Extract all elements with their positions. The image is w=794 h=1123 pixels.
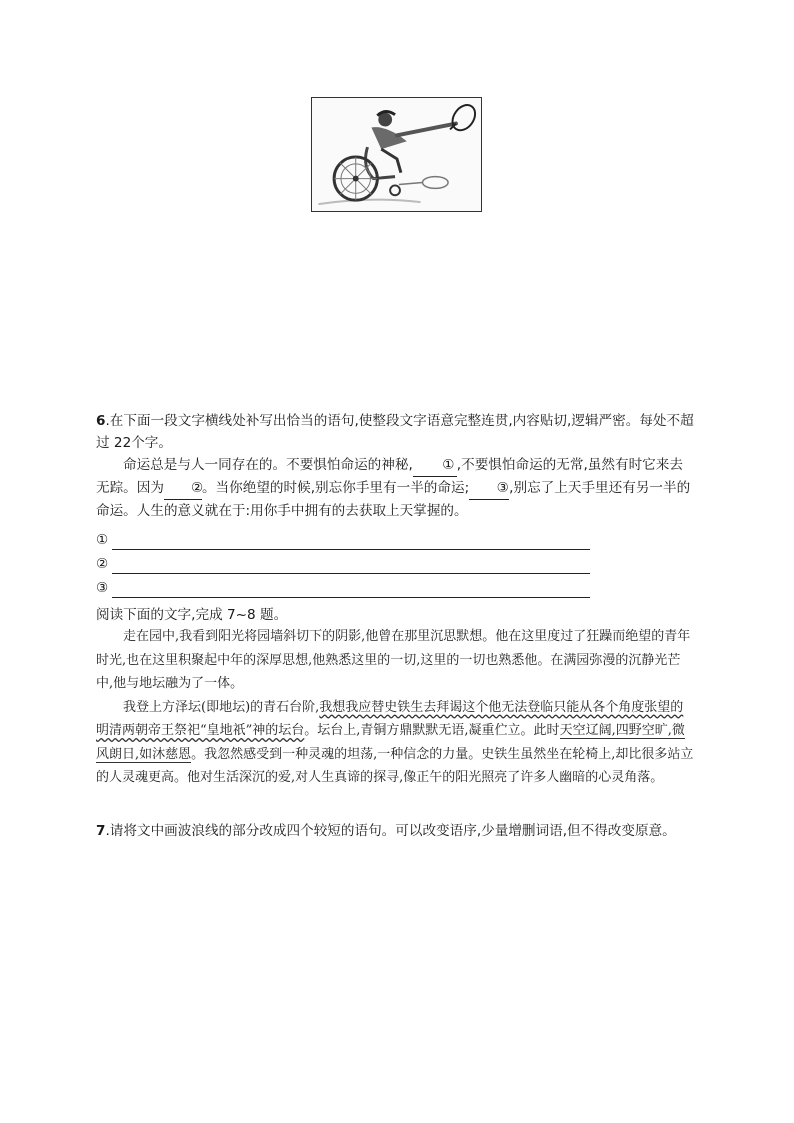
answer-line-2[interactable]: ② bbox=[96, 556, 590, 576]
reading-passage bbox=[96, 625, 696, 790]
blank-3: ③ bbox=[469, 477, 509, 500]
blank-1: ① bbox=[413, 454, 457, 477]
underlined-text: 天空辽阔,四野空旷,微风朗日,如沐慈恩 bbox=[96, 723, 685, 762]
passage-paragraph-2: 我登上方泽坛(即地坛)的青石台阶,我想我应替史铁生去拜谒这个他无法登临只能从各个角度张望的明清两朝帝王祭祀“皇地祇”神的坛台。坛台上,青铜方鼎默默无语,凝重伫立。此时天空辽阔,四野空旷,微风朗日,如沐慈恩。我忽然感受到一种灵魂的坦荡,一种信念的力量。史铁生虽然坐在轮椅上,却比很多站立的人灵魂更高。他对生活深沉的爱,对人生真谛的探寻,像正午的阳光照亮了许多人幽暗的心灵角落。 bbox=[96, 699, 694, 785]
question-6-prompt: 6.在下面一段文字横线处补写出恰当的语句,使整段文字语意完整连贯,内容贴切,逻辑严密。每处不超过 22个字。 bbox=[96, 413, 694, 451]
question-6 bbox=[96, 410, 696, 522]
tennis-player-drawing bbox=[312, 98, 481, 211]
question-number: 6 bbox=[96, 413, 106, 429]
blank-2: ② bbox=[164, 477, 202, 500]
question-6-paragraph: 命运总是与人一同存在的。不要惧怕命运的神秘, ① ,不要惧怕命运的无常,虽然有时它来去无踪。因为 ②。当你绝望的时候,别忘你手里有一半的命运; ③,别忘了上天手里还有另一半的命运。人生的意义就在于:用你手中拥有的去获取上天掌握的。 bbox=[96, 454, 696, 522]
question-7: 7.请将文中画波浪线的部分改成四个较短的语句。可以改变语序,少量增删词语,但不得改变原意。 bbox=[96, 823, 676, 839]
passage-paragraph-1: 走在园中,我看到阳光将园墙斜切下的阴影,他曾在那里沉思默想。他在这里度过了狂躁而绝望的青年时光,也在这里积聚起中年的深厚思想,他熟悉这里的一切,这里的一切也熟悉他。在满园弥漫的沉静光芒中,他与地坛融为了一体。 bbox=[96, 629, 691, 691]
answer-line-3[interactable]: ③ bbox=[96, 580, 590, 600]
answer-line-1[interactable]: ① bbox=[96, 532, 590, 552]
reading-intro: 阅读下面的文字,完成 7~8 题。 bbox=[96, 607, 288, 623]
question-number: 7 bbox=[96, 823, 106, 839]
wheelchair-tennis-illustration bbox=[311, 97, 482, 212]
wavy-underlined-text: 我想我应替史铁生去拜谒这个他无法登临只能从各个角度张望的明清两朝帝王祭祀“皇地祇”神的坛台 bbox=[96, 699, 684, 738]
